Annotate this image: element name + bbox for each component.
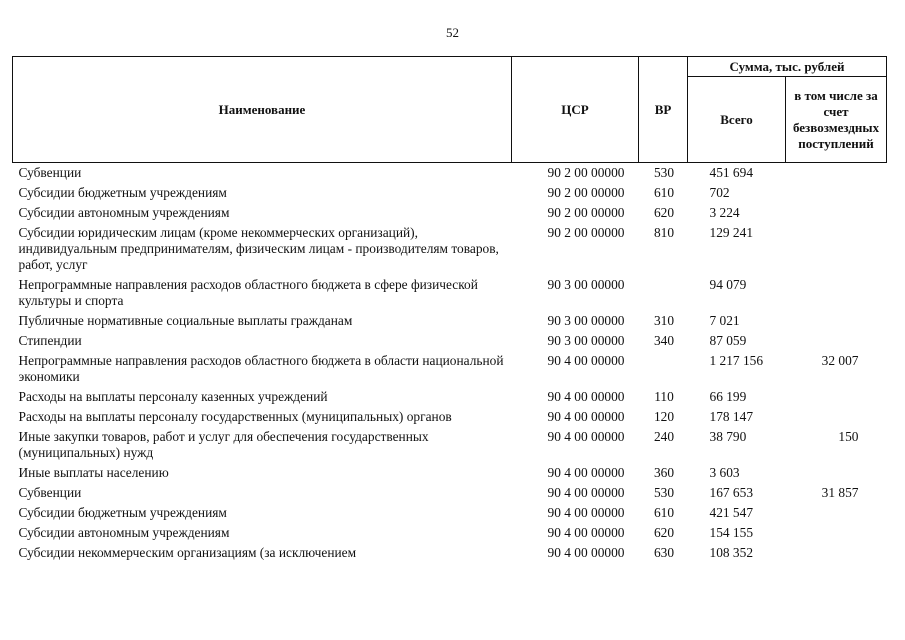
row-name: Непрограммные направления расходов областного бюджета в области национальной экономики bbox=[18, 353, 504, 384]
row-vr: 530 bbox=[653, 485, 675, 500]
row-name: Стипендии bbox=[18, 333, 82, 348]
row-total: 154 155 bbox=[709, 525, 754, 540]
row-vr: 120 bbox=[653, 409, 675, 424]
row-name: Субвенции bbox=[18, 165, 82, 180]
row-vr bbox=[639, 275, 688, 311]
header-name: Наименование bbox=[13, 57, 512, 163]
budget-table bbox=[12, 56, 887, 563]
row-free-receipts bbox=[786, 463, 887, 483]
row-csr: 90 2 00 00000 bbox=[547, 165, 625, 180]
table-row bbox=[13, 483, 887, 503]
row-csr: 90 3 00 00000 bbox=[547, 277, 625, 292]
table-body bbox=[13, 163, 887, 564]
row-csr: 90 4 00 00000 bbox=[547, 525, 625, 540]
row-free-receipts: 31 857 bbox=[821, 485, 859, 500]
row-total: 108 352 bbox=[709, 545, 754, 560]
row-vr: 310 bbox=[653, 313, 675, 328]
row-name: Субсидии автономным учреждениям bbox=[18, 525, 230, 540]
row-vr bbox=[639, 351, 688, 387]
row-vr: 240 bbox=[653, 429, 675, 444]
row-total: 129 241 bbox=[709, 225, 754, 240]
row-free-receipts bbox=[786, 503, 887, 523]
row-total: 94 079 bbox=[709, 277, 747, 292]
table-row bbox=[13, 463, 887, 483]
row-csr: 90 2 00 00000 bbox=[547, 225, 625, 240]
table-row bbox=[13, 351, 887, 387]
row-csr: 90 4 00 00000 bbox=[547, 505, 625, 520]
row-free-receipts bbox=[786, 387, 887, 407]
row-vr: 620 bbox=[653, 205, 675, 220]
table-row bbox=[13, 407, 887, 427]
row-vr: 810 bbox=[653, 225, 675, 240]
row-free-receipts bbox=[786, 543, 887, 563]
page-number: 52 bbox=[446, 25, 459, 40]
row-total: 178 147 bbox=[709, 409, 754, 424]
row-csr: 90 4 00 00000 bbox=[547, 409, 625, 424]
row-vr: 630 bbox=[653, 545, 675, 560]
row-total: 3 603 bbox=[709, 465, 740, 480]
table-row bbox=[13, 203, 887, 223]
row-name: Субсидии юридическим лицам (кроме некоммерческих организаций), индивидуальным предпринимателям, физическим лицам - производителям товаров, работ, услуг bbox=[18, 225, 499, 272]
row-free-receipts bbox=[786, 331, 887, 351]
row-vr: 610 bbox=[653, 185, 675, 200]
row-name: Иные закупки товаров, работ и услуг для обеспечения государственных (муниципальных) нужд bbox=[18, 429, 429, 460]
header-sum: Сумма, тыс. рублей bbox=[688, 57, 887, 77]
row-total: 451 694 bbox=[709, 165, 754, 180]
row-vr: 360 bbox=[653, 465, 675, 480]
row-csr: 90 4 00 00000 bbox=[547, 429, 625, 444]
table-row bbox=[13, 331, 887, 351]
row-total: 3 224 bbox=[709, 205, 740, 220]
row-vr: 530 bbox=[653, 165, 675, 180]
row-total: 702 bbox=[709, 185, 730, 200]
row-name: Расходы на выплаты персоналу государственных (муниципальных) органов bbox=[18, 409, 452, 424]
row-free-receipts bbox=[786, 407, 887, 427]
row-csr: 90 4 00 00000 bbox=[547, 389, 625, 404]
row-vr: 620 bbox=[653, 525, 675, 540]
row-total: 38 790 bbox=[709, 429, 747, 444]
row-total: 421 547 bbox=[709, 505, 754, 520]
row-free-receipts bbox=[786, 203, 887, 223]
table-row bbox=[13, 223, 887, 275]
header-total: Всего bbox=[688, 77, 786, 163]
table-row bbox=[13, 163, 887, 184]
row-name: Непрограммные направления расходов областного бюджета в сфере физической культуры и спорта bbox=[18, 277, 478, 308]
header-free-receipts: в том числе за счет безвозмездных поступлений bbox=[786, 77, 887, 163]
table-row bbox=[13, 427, 887, 463]
row-csr: 90 4 00 00000 bbox=[547, 545, 625, 560]
header-vr: ВР bbox=[639, 57, 688, 163]
row-total: 167 653 bbox=[709, 485, 754, 500]
row-total: 66 199 bbox=[709, 389, 747, 404]
row-csr: 90 3 00 00000 bbox=[547, 333, 625, 348]
row-csr: 90 4 00 00000 bbox=[547, 465, 625, 480]
row-vr: 610 bbox=[653, 505, 675, 520]
row-csr: 90 3 00 00000 bbox=[547, 313, 625, 328]
row-name: Субсидии бюджетным учреждениям bbox=[18, 185, 227, 200]
table-row bbox=[13, 183, 887, 203]
row-free-receipts bbox=[786, 163, 887, 184]
row-csr: 90 2 00 00000 bbox=[547, 205, 625, 220]
row-name: Публичные нормативные социальные выплаты гражданам bbox=[18, 313, 353, 328]
row-name: Субсидии бюджетным учреждениям bbox=[18, 505, 227, 520]
header-csr: ЦСР bbox=[512, 57, 639, 163]
row-vr: 110 bbox=[654, 389, 674, 404]
row-free-receipts bbox=[786, 223, 887, 275]
row-vr: 340 bbox=[653, 333, 675, 348]
row-free-receipts bbox=[786, 183, 887, 203]
table-row bbox=[13, 543, 887, 563]
row-free-receipts bbox=[786, 275, 887, 311]
row-name: Субсидии автономным учреждениям bbox=[18, 205, 230, 220]
table-row bbox=[13, 311, 887, 331]
table-row bbox=[13, 387, 887, 407]
row-total: 7 021 bbox=[709, 313, 740, 328]
row-total: 87 059 bbox=[709, 333, 747, 348]
table-header bbox=[13, 57, 887, 163]
row-free-receipts: 32 007 bbox=[821, 353, 859, 368]
row-free-receipts bbox=[786, 311, 887, 331]
table-row bbox=[13, 503, 887, 523]
row-csr: 90 4 00 00000 bbox=[547, 485, 625, 500]
row-name: Иные выплаты населению bbox=[18, 465, 169, 480]
row-name: Субсидии некоммерческим организациям (за исключением bbox=[18, 545, 357, 560]
row-total: 1 217 156 bbox=[709, 353, 764, 368]
row-csr: 90 2 00 00000 bbox=[547, 185, 625, 200]
row-name: Расходы на выплаты персоналу казенных учреждений bbox=[18, 389, 328, 404]
table-row bbox=[13, 523, 887, 543]
row-csr: 90 4 00 00000 bbox=[547, 353, 625, 368]
table-row bbox=[13, 275, 887, 311]
row-free-receipts bbox=[786, 523, 887, 543]
row-name: Субвенции bbox=[18, 485, 82, 500]
row-free-receipts: 150 bbox=[838, 429, 859, 444]
